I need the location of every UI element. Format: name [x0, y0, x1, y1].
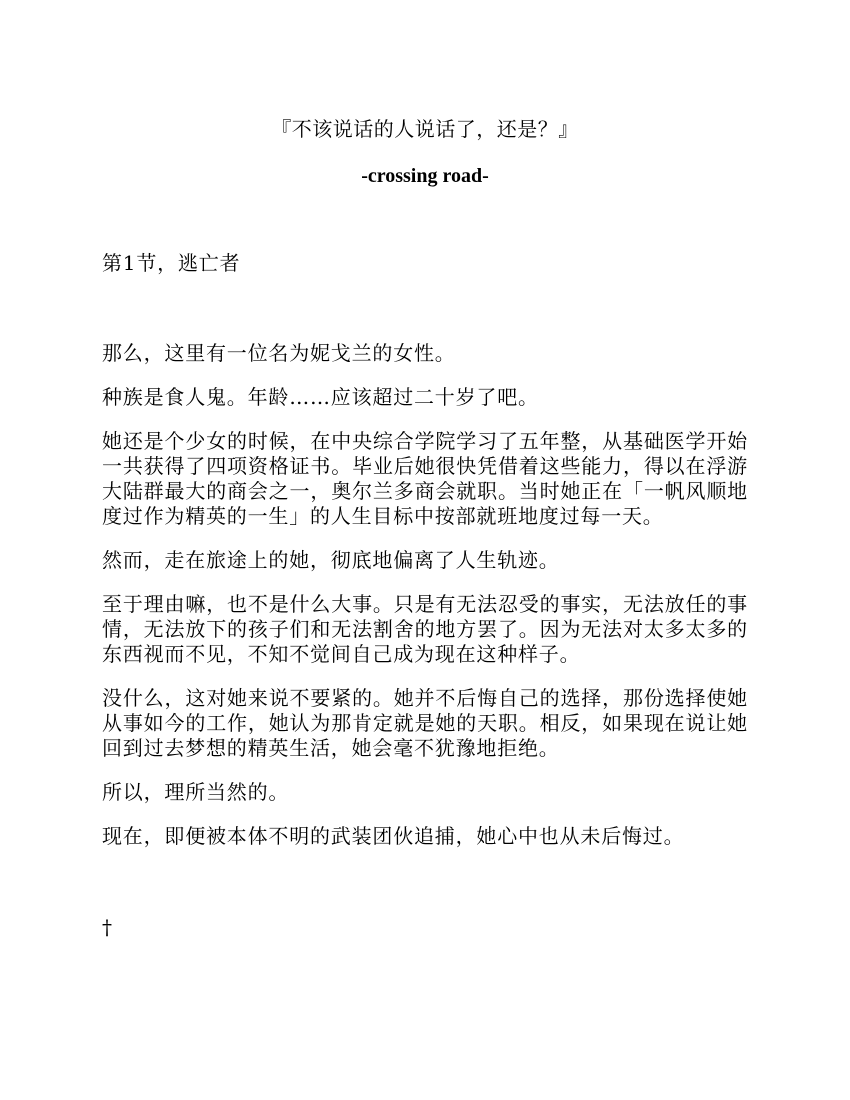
paragraph: 然而，走在旅途上的她，彻底地偏离了人生轨迹。 [102, 548, 560, 572]
paragraph: 至于理由嘛，也不是什么大事。只是有无法忍受的事实，无法放任的事情，无法放下的孩子们和无法割舍的地方罢了。因为无法对太多太多的东西视而不见，不知不觉间自己成为现在这种样子。 [102, 592, 748, 666]
paragraph: 那么，这里有一位名为妮戈兰的女性。 [102, 341, 456, 365]
chapter-title: 『不该说话的人说话了，还是？』 [271, 117, 579, 141]
paragraph: 她还是个少女的时候，在中央综合学院学习了五年整，从基础医学开始一共获得了四项资格证书。毕业后她很快凭借着这些能力，得以在浮游大陆群最大的商会之一，奥尔兰多商会就职。当时她正在「一帆风顺地度过作为精英的一生」的人生目标中按部就班地度过每一天。 [102, 429, 748, 528]
chapter-subtitle: -crossing road- [361, 165, 489, 187]
paragraph: 没什么，这对她来说不要紧的。她并不后悔自己的选择，那份选择使她从事如今的工作，她认为那肯定就是她的天职。相反，如果现在说让她回到过去梦想的精英生活，她会毫不犹豫地拒绝。 [102, 686, 748, 760]
body-text [102, 341, 748, 849]
section-divider-dagger: † [102, 915, 112, 939]
paragraph: 现在，即便被本体不明的武装团伙追捕，她心中也从未后悔过。 [102, 824, 685, 848]
paragraph: 所以，理所当然的。 [102, 780, 290, 804]
paragraph: 种族是食人鬼。年龄……应该超过二十岁了吧。 [102, 385, 539, 409]
section-heading: 第1节，逃亡者 [102, 251, 241, 275]
